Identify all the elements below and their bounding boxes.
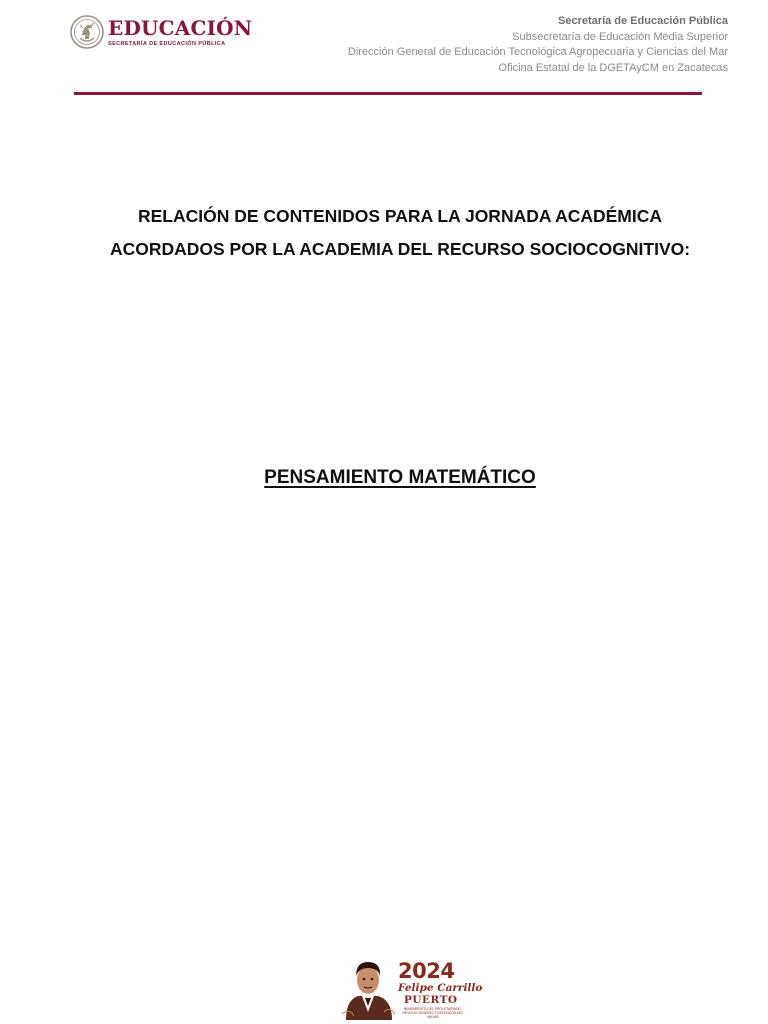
logo-wordmark: EDUCACIÓN: [108, 16, 253, 40]
subject-heading: [40, 465, 760, 491]
emblem-name-line1: Felipe Carrillo: [398, 982, 483, 994]
header-divider: [74, 92, 702, 95]
header-line-direccion: Dirección General de Educación Tecnológica Agropecuaria y Ciencias del Mar: [347, 46, 728, 58]
header-line-subsecretaria: Subsecretaría de Educación Media Superior: [512, 30, 728, 43]
emblem-name-line2: PUERTO: [404, 994, 458, 1006]
title-line-1: RELACIÓN DE CONTENIDOS PARA LA JORNADA ACADÉMICA: [137, 206, 663, 226]
emblem-tagline: BENEMÉRITO DEL PROLETARIADO, REVOLUCIONARIO Y DEFENSOR DEL MAYAB: [402, 1007, 464, 1019]
header-line-secretaria: Secretaría de Educación Pública: [558, 15, 728, 27]
header-line-oficina: Oficina Estatal de la DGETAyCM en Zacatecas: [498, 61, 728, 74]
logo-subtitle: SECRETARÍA DE EDUCACIÓN PÚBLICA: [108, 41, 226, 47]
portrait-icon: [340, 954, 396, 1022]
subject-text: PENSAMIENTO MATEMÁTICO: [264, 467, 536, 488]
institution-header: [348, 14, 728, 76]
document-title: [40, 200, 760, 266]
title-line-2: ACORDADOS POR LA ACADEMIA DEL RECURSO SOCIOCOGNITIVO:: [109, 239, 691, 259]
sep-logo: [70, 14, 253, 54]
mexican-coat-of-arms-icon: [70, 14, 104, 50]
emblem-year: 2024: [398, 959, 455, 983]
footer-emblem: [340, 954, 483, 1024]
